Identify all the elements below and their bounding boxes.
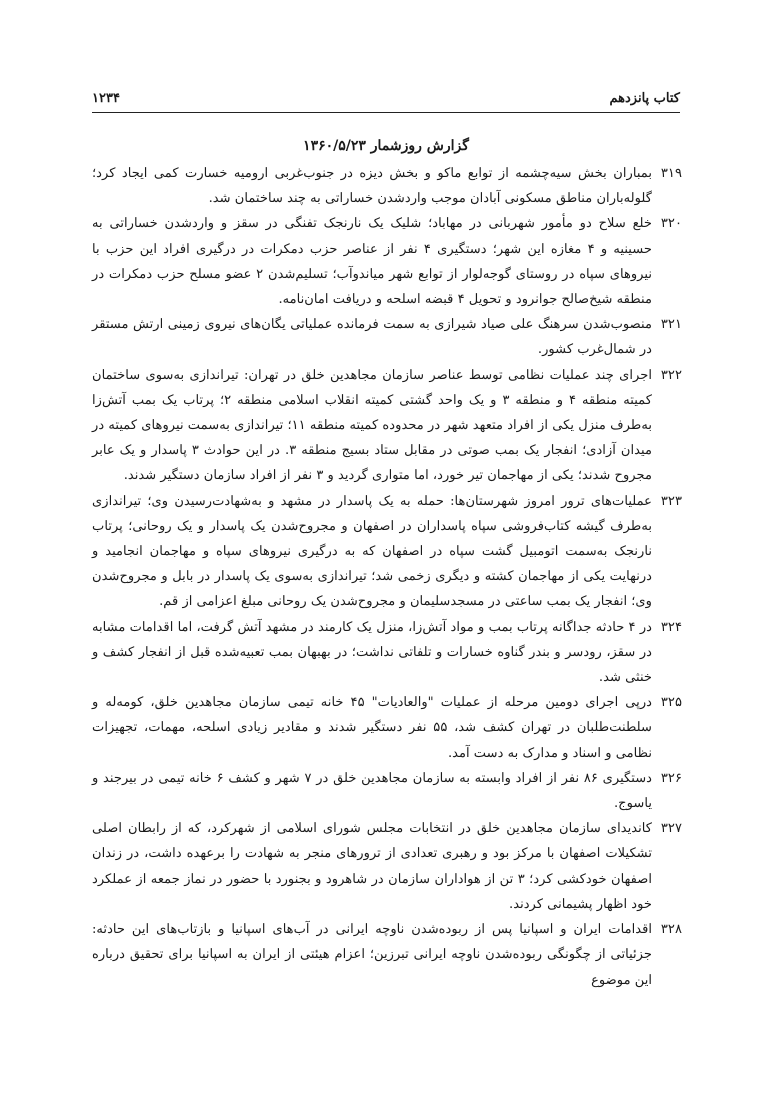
entry-number: ۳۲۴: [660, 619, 682, 635]
entry-322: [92, 363, 680, 489]
running-header: [92, 80, 680, 110]
entry-number: ۳۲۵: [660, 695, 682, 711]
book-title: کتاب پانزدهم: [609, 91, 680, 106]
entry-number: ۳۲۱: [660, 317, 682, 333]
entry-text: منصوب‌شدن سرهنگ علی صیاد شیرازی به سمت فرمانده عملیاتی یگان‌های نیروی زمینی ارتش مستقر در شمال‌غرب کشور.: [92, 317, 652, 358]
entry-number: ۳۲۸: [660, 922, 682, 938]
entry-text: بمباران بخش سیه‌چشمه از توابع ماکو و بخش دیزه در جنوب‌غربی ارومیه خسارت کمی ایجاد کرد؛ گلوله‌باران مناطق مسکونی آبادان موجب واردشدن خساراتی به چند ساختمان شد.: [92, 166, 652, 207]
entry-327: [92, 816, 680, 917]
page-content: [92, 80, 680, 993]
entry-number: ۳۲۶: [660, 770, 682, 786]
entry-number: ۳۲۳: [660, 493, 682, 509]
entry-number: ۳۲۲: [660, 367, 682, 383]
entry-328: [92, 917, 680, 993]
entry-number: ۳۱۹: [660, 166, 682, 181]
entry-text: اجرای چند عملیات نظامی توسط عناصر سازمان مجاهدین خلق در تهران: تیراندازی به‌سوی ساختمان کمیته منطقه ۴ و منطقه ۳ و یک واحد گشتی کمیته انقلاب اسلامی منطقه ۲؛ پرتاب یک بمب آتش‌زا به‌طرف منزل یکی از افراد متعهد شهر در محدوده کمیته منطقه ۱۱؛ تیراندازی به‌سمت نیروهای کمیته در میدان آزادی؛ انفجار یک بمب صوتی در مقابل ستاد بسیج منطقه ۳. در این حوادث ۳ پاسدار و یک عابر مجروح شدند؛ یکی از مهاجمان تیر خورد، اما متواری گردید و ۳ نفر از افراد سازمان دستگیر شدند.: [92, 367, 653, 484]
entry-number: ۳۲۷: [660, 821, 682, 837]
header-divider: [92, 112, 680, 113]
entry-326: [92, 766, 680, 816]
entry-text: خلع سلاح دو مأمور شهربانی در مهاباد؛ شلیک یک نارنجک تفنگی در سقز و واردشدن خساراتی به حسینیه و ۴ مغازه این شهر؛ دستگیری ۴ نفر از عناصر حزب دمکرات در درگیری افراد این حزب با نیروهای سپاه در روستای گوجه‌لوار از توابع شهر میاندوآب؛ تسلیم‌شدن ۲ عضو مسلح حزب دمکرات در منطقه شیخ‌صالح جوانرود و تحویل ۴ قبضه اسلحه و دریافت امان‌نامه.: [92, 216, 653, 308]
entry-text: کاندیدای سازمان مجاهدین خلق در انتخابات مجلس شورای اسلامی از شهرکرد، که از رابطان اصلی تشکیلات اصفهان با مرکز بود و رهبری تعدادی از ترورهای منجر به شهادت را برعهده داشت، در زندان اصفهان خودکشی کرد؛ ۳ تن از هواداران سازمان در شاهرود و بجنورد با حضور در نماز جمعه از عملکرد خود اظهار پشیمانی کردند.: [92, 821, 652, 912]
entry-text: دستگیری ۸۶ نفر از افراد وابسته به سازمان مجاهدین خلق در ۷ شهر و کشف ۶ خانه تیمی در بیرجند و یاسوج.: [92, 770, 653, 812]
entry-number: ۳۲۰: [660, 216, 682, 232]
entry-text: درپی اجرای دومین مرحله از عملیات "والعادیات" ۴۵ خانه تیمی سازمان مجاهدین خلق، کومه‌له و سلطنت‌طلبان در تهران کشف شد، ۵۵ نفر دستگیر شدند و مقادیر زیادی اسلحه، مهمات، تجهیزات نظامی و اسناد و مدارک به دست آمد.: [92, 695, 652, 761]
entry-321: [92, 312, 680, 362]
entries-list: [92, 161, 680, 993]
entry-320: [92, 211, 680, 312]
entry-323: [92, 489, 680, 615]
entry-324: [92, 615, 680, 691]
page-number: ۱۲۳۴: [92, 91, 120, 106]
entry-text: اقدامات ایران و اسپانیا پس از ربوده‌شدن ناوچه ایرانی در آب‌های اسپانیا و بازتاب‌های این حادثه: جزئیاتی از چگونگی ربوده‌شدن ناوچه ایرانی تبرزین؛ اعزام هیئتی از ایران به اسپانیا برای تحقیق درباره این موضوع: [92, 922, 652, 988]
report-title: گزارش روزشمار ۱۳۶۰/۵/۲۳: [303, 138, 469, 154]
entry-text: در ۴ حادثه جداگانه پرتاب بمب و مواد آتش‌زا، منزل یک کارمند در مشهد آتش گرفت، اما اقدامات مشابه در سقز، رودسر و بندر گناوه خسارات و تلفاتی نداشت؛ در بهبهان بمب تعبیه‌شده قبل از انفجار کشف و خنثی شد.: [92, 619, 652, 686]
entry-319: [92, 161, 680, 211]
entry-text: عملیات‌های ترور امروز شهرستان‌ها: حمله به یک پاسدار در مشهد و به‌شهادت‌رسیدن وی؛ تیراندازی به‌طرف گیشه کتاب‌فروشی سپاه پاسداران در اصفهان و مجروح‌شدن یک پاسدار و یک روحانی؛ پرتاب نارنجک به‌سمت اتومبیل گشت سپاه در اصفهان که به درگیری نیروهای سپاه و مهاجمان انجامید و درنهایت یکی از مهاجمان کشته و دیگری زخمی شد؛ تیراندازی به‌سوی یک پاسدار در بابل و مجروح‌شدن وی؛ انفجار یک بمب ساعتی در مسجدسلیمان و مجروح‌شدن یک روحانی مبلغ اعزامی از قم.: [92, 493, 652, 610]
entry-325: [92, 690, 680, 766]
